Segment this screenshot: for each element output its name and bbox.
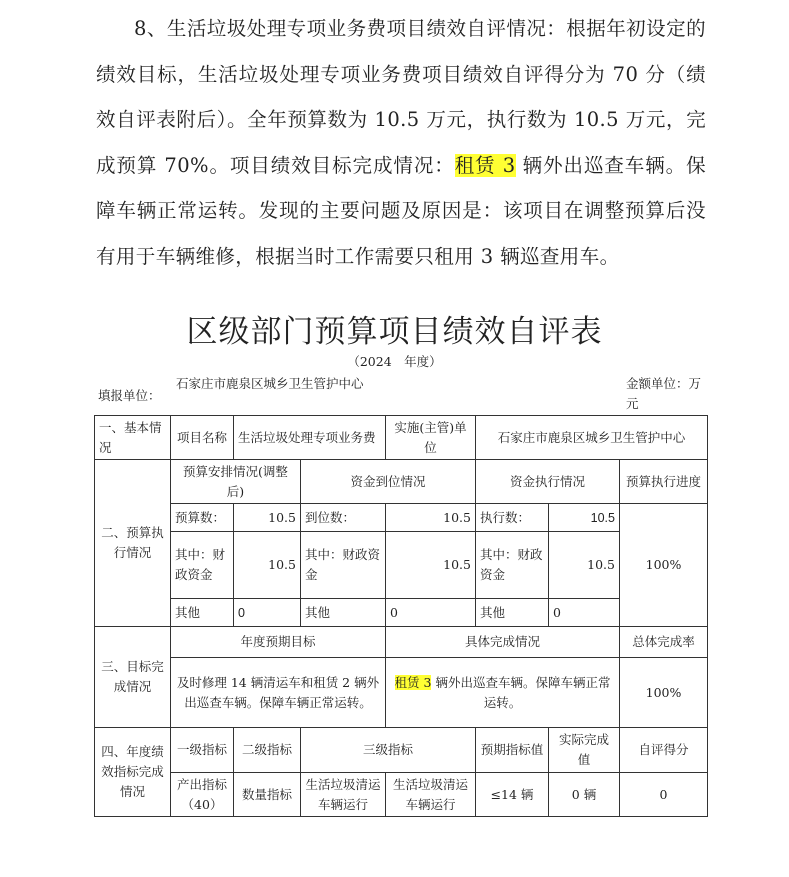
paragraph-text-2: 辆外出巡查车辆。保障车辆正常运转。发现的主要问题及原因是：该项目在调整预算后没有用于车辆维修，根据当时工作需要只租用 3 辆巡查用车。 — [96, 153, 707, 268]
goal-actual-text: 辆外出巡查车辆。保障车辆正常运转。 — [431, 674, 611, 710]
fiscal-value-b: 10.5 — [386, 532, 476, 599]
row1-expected: ≤14 辆 — [476, 773, 549, 817]
fiscal-value-a: 10.5 — [234, 532, 301, 599]
arrive-value: 10.5 — [386, 504, 476, 532]
project-name: 生活垃圾处理专项业务费 — [234, 416, 386, 460]
fiscal-label-b: 其中：财政资金 — [301, 532, 386, 599]
row1-level3b: 生活垃圾清运车辆运行 — [386, 773, 476, 817]
arrive-label: 到位数： — [301, 504, 386, 532]
section-indicator: 四、年度绩效指标完成情况 — [95, 728, 171, 817]
impl-label: 实施(主管)单位 — [386, 416, 476, 460]
table-row — [95, 416, 708, 460]
table-row — [95, 532, 708, 599]
col-actual-indicator: 实际完成值 — [549, 728, 620, 773]
fiscal-value-c: 10.5 — [549, 532, 620, 599]
form-title: 区级部门预算项目绩效自评表 — [186, 314, 603, 350]
row1-score: 0 — [620, 773, 708, 817]
other-label-c: 其他 — [476, 599, 549, 627]
col-expected-goal: 年度预期目标 — [171, 627, 386, 658]
col-arrange: 预算安排情况(调整后) — [171, 460, 301, 504]
row1-level3a: 生活垃圾清运车辆运行 — [301, 773, 386, 817]
other-value-c: 0 — [549, 599, 620, 627]
highlighted-text: 租赁 3 — [454, 153, 516, 177]
unit-label: 金额单位：万元 — [626, 376, 702, 411]
col-exec: 资金执行情况 — [476, 460, 620, 504]
self-evaluation-table — [94, 415, 708, 817]
reporter-value: 石家庄市鹿泉区城乡卫生管护中心 — [176, 376, 364, 391]
impl-value: 石家庄市鹿泉区城乡卫生管护中心 — [476, 416, 708, 460]
section-goal: 三、目标完成情况 — [95, 627, 171, 728]
col-progress: 预算执行进度 — [620, 460, 708, 504]
col-arrive: 资金到位情况 — [301, 460, 476, 504]
table-row — [95, 728, 708, 773]
paragraph-text-1: 8、生活垃圾处理专项业务费项目绩效自评情况：根据年初设定的绩效目标，生活垃圾处理专项业务费项目绩效自评得分为 70 分（绩效自评表附后）。全年预算数为 10.5 万元，执行数为 10.5 万元，完成预算 70%。项目绩效目标完成情况： — [96, 17, 706, 177]
performance-paragraph — [96, 6, 706, 279]
budget-value: 10.5 — [234, 504, 301, 532]
fiscal-label-c: 其中：财政资金 — [476, 532, 549, 599]
progress-value: 100% — [620, 504, 708, 627]
goal-expected-text: 及时修理 14 辆清运车和租赁 2 辆外出巡查车辆。保障车辆正常运转。 — [171, 658, 386, 728]
goal-actual-cell — [386, 658, 620, 728]
table-row — [95, 627, 708, 658]
goal-rate-value: 100% — [620, 658, 708, 728]
table-row — [95, 658, 708, 728]
fiscal-label-a: 其中：财政资金 — [171, 532, 234, 599]
col-score: 自评得分 — [620, 728, 708, 773]
budget-label: 预算数： — [171, 504, 234, 532]
table-row — [95, 599, 708, 627]
reporter-label: 填报单位： — [98, 388, 161, 403]
col-expected-indicator: 预期指标值 — [476, 728, 549, 773]
exec-value: 10.5 — [549, 504, 620, 532]
row1-level1: 产出指标（40） — [171, 773, 234, 817]
row1-level2: 数量指标 — [234, 773, 301, 817]
col-level3: 三级指标 — [301, 728, 476, 773]
table-row — [95, 773, 708, 817]
exec-label: 执行数： — [476, 504, 549, 532]
col-level1: 一级指标 — [171, 728, 234, 773]
section-basic: 一、基本情况 — [95, 416, 171, 460]
col-level2: 二级指标 — [234, 728, 301, 773]
goal-actual-highlight: 租赁 3 — [394, 674, 432, 690]
other-label-a: 其他 — [171, 599, 234, 627]
table-row — [95, 460, 708, 504]
col-rate: 总体完成率 — [620, 627, 708, 658]
project-name-label: 项目名称 — [171, 416, 234, 460]
other-value-a: 0 — [234, 599, 301, 627]
col-actual-goal: 具体完成情况 — [386, 627, 620, 658]
table-row — [95, 504, 708, 532]
form-year: （2024 年度） — [347, 354, 442, 369]
row1-actual: 0 辆 — [549, 773, 620, 817]
other-label-b: 其他 — [301, 599, 386, 627]
other-value-b: 0 — [386, 599, 476, 627]
section-budget: 二、预算执行情况 — [95, 460, 171, 627]
